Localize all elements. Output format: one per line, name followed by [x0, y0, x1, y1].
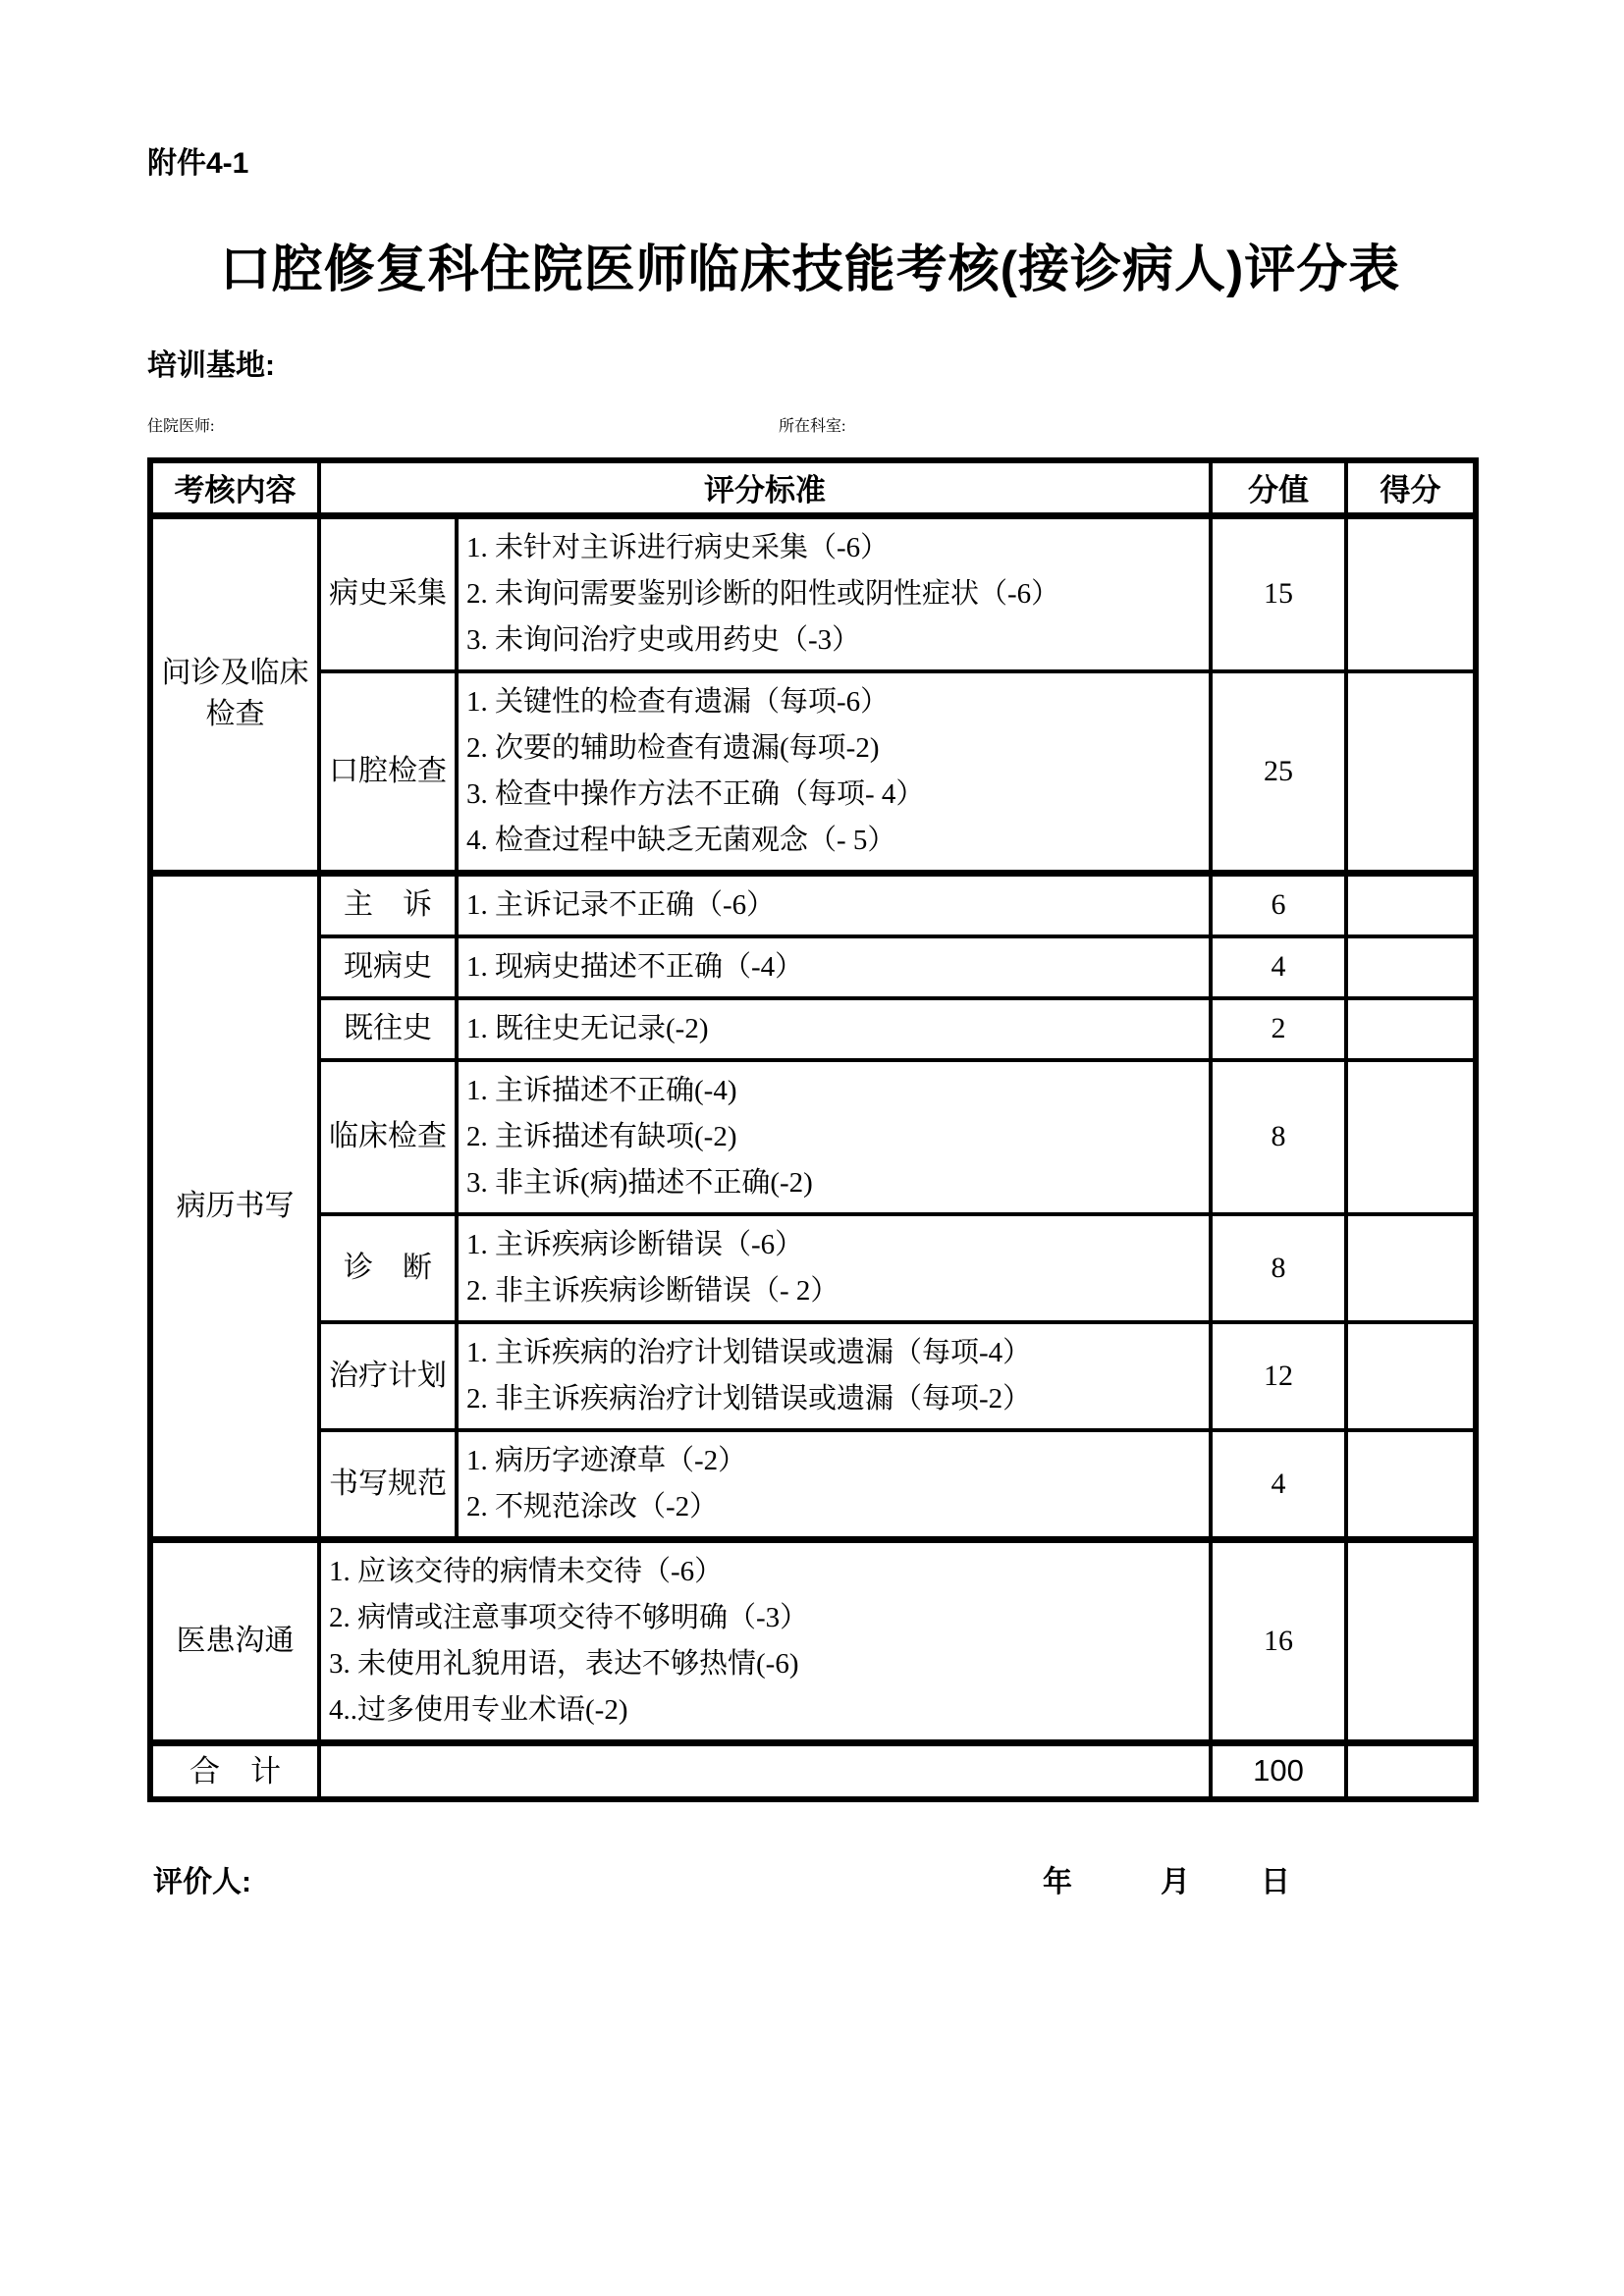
criteria-line: 1. 主诉疾病诊断错误（-6） [466, 1228, 804, 1260]
table-row [150, 873, 1476, 936]
criteria-line: 2. 次要的辅助检查有遗漏(每项-2) [466, 731, 880, 764]
score-cell: 8 [1211, 1214, 1346, 1322]
evaluator-label: 评价人: [153, 1866, 251, 1898]
criteria-line: 4..过多使用专业术语(-2) [329, 1693, 628, 1726]
criteria-line: 3. 非主诉(病)描述不正确(-2) [466, 1166, 813, 1199]
table-row [150, 515, 1476, 671]
attachment-label: 附件4-1 [147, 147, 249, 180]
criteria-line: 1. 未针对主诉进行病史采集（-6） [466, 531, 890, 563]
criteria-line: 3. 未询问治疗史或用药史（-3） [466, 623, 861, 656]
total-row [150, 1742, 1476, 1799]
criteria-cell [457, 936, 1211, 998]
subcategory-cell: 现病史 [319, 936, 457, 998]
table-row [150, 1430, 1476, 1540]
subcategory-cell: 既往史 [319, 998, 457, 1060]
score-cell: 16 [1211, 1539, 1346, 1742]
criteria-line: 2. 不规范涂改（-2） [466, 1490, 719, 1522]
criteria-line: 2. 未询问需要鉴别诊断的阳性或阴性症状（-6） [466, 577, 1060, 610]
subcategory-cell: 临床检查 [319, 1060, 457, 1214]
resident-label: 住院医师: [147, 418, 215, 435]
earned-cell [1346, 936, 1476, 998]
score-cell: 2 [1211, 998, 1346, 1060]
score-cell: 6 [1211, 873, 1346, 936]
criteria-line: 4. 检查过程中缺乏无菌观念（- 5） [466, 824, 896, 856]
total-earned-cell [1346, 1742, 1476, 1799]
criteria-cell [457, 515, 1211, 671]
earned-cell [1346, 1322, 1476, 1430]
total-label-cell: 合 计 [150, 1742, 319, 1799]
day-label: 日 [1261, 1866, 1290, 1898]
criteria-cell [457, 671, 1211, 874]
score-cell: 4 [1211, 1430, 1346, 1540]
criteria-cell [457, 1060, 1211, 1214]
table-header-row [150, 460, 1476, 515]
criteria-line: 2. 非主诉疾病治疗计划错误或遗漏（每项-2） [466, 1382, 1032, 1415]
criteria-line: 1. 主诉描述不正确(-4) [466, 1074, 737, 1106]
earned-cell [1346, 671, 1476, 874]
subcategory-cell: 病史采集 [319, 515, 457, 671]
criteria-line: 1. 现病史描述不正确（-4） [466, 950, 804, 983]
earned-cell [1346, 873, 1476, 936]
criteria-cell [457, 1430, 1211, 1540]
criteria-cell [319, 1539, 1211, 1742]
criteria-line: 1. 关键性的检查有遗漏（每项-6） [466, 685, 890, 718]
criteria-line: 1. 主诉疾病的治疗计划错误或遗漏（每项-4） [466, 1336, 1032, 1368]
score-cell: 12 [1211, 1322, 1346, 1430]
month-label: 月 [1161, 1866, 1190, 1898]
criteria-cell [457, 873, 1211, 936]
header-score: 分值 [1211, 460, 1346, 515]
category-cell: 医患沟通 [150, 1539, 319, 1742]
criteria-line: 3. 检查中操作方法不正确（每项- 4） [466, 777, 925, 810]
score-cell: 8 [1211, 1060, 1346, 1214]
earned-cell [1346, 1430, 1476, 1540]
resident-department-line [147, 413, 1473, 447]
criteria-line: 3. 未使用礼貌用语，表达不够热情(-6) [329, 1647, 799, 1680]
table-row [150, 936, 1476, 998]
criteria-line: 2. 病情或注意事项交待不够明确（-3） [329, 1601, 809, 1633]
total-score-cell [1211, 1742, 1346, 1799]
earned-cell [1346, 1214, 1476, 1322]
table-row [150, 671, 1476, 874]
earned-cell [1346, 1060, 1476, 1214]
page-title: 口腔修复科住院医师临床技能考核(接诊病人)评分表 [219, 241, 1401, 298]
table-row [150, 1322, 1476, 1430]
criteria-cell [457, 1214, 1211, 1322]
criteria-line: 2. 主诉描述有缺项(-2) [466, 1120, 737, 1152]
subcategory-cell: 书写规范 [319, 1430, 457, 1540]
earned-cell [1346, 998, 1476, 1060]
earned-cell [1346, 1539, 1476, 1742]
earned-cell [1346, 515, 1476, 671]
score-cell: 4 [1211, 936, 1346, 998]
total-score-value: 100 [1253, 1753, 1304, 1789]
signature-line [147, 1857, 1473, 1896]
criteria-line: 1. 应该交待的病情未交待（-6） [329, 1555, 724, 1587]
criteria-cell [457, 1322, 1211, 1430]
score-cell: 25 [1211, 671, 1346, 874]
department-label: 所在科室: [779, 418, 846, 435]
table-row [150, 1060, 1476, 1214]
category-cell: 病历书写 [150, 873, 319, 1539]
criteria-line: 1. 既往史无记录(-2) [466, 1012, 709, 1044]
score-cell: 15 [1211, 515, 1346, 671]
score-table [147, 457, 1479, 1802]
criteria-line: 1. 主诉记录不正确（-6） [466, 888, 776, 921]
criteria-line: 2. 非主诉疾病诊断错误（- 2） [466, 1274, 839, 1307]
table-row [150, 1539, 1476, 1742]
total-criteria-cell [319, 1742, 1211, 1799]
subcategory-cell: 治疗计划 [319, 1322, 457, 1430]
header-criteria: 评分标准 [319, 460, 1211, 515]
table-row [150, 1214, 1476, 1322]
subcategory-cell: 口腔检查 [319, 671, 457, 874]
header-content: 考核内容 [150, 460, 319, 515]
subcategory-cell: 主 诉 [319, 873, 457, 936]
header-earned: 得分 [1346, 460, 1476, 515]
category-cell: 问诊及临床检查 [150, 515, 319, 873]
training-base-label: 培训基地: [147, 349, 275, 382]
subcategory-cell: 诊 断 [319, 1214, 457, 1322]
table-row [150, 998, 1476, 1060]
criteria-cell [457, 998, 1211, 1060]
criteria-line: 1. 病历字迹潦草（-2） [466, 1444, 747, 1476]
year-label: 年 [1043, 1866, 1072, 1898]
